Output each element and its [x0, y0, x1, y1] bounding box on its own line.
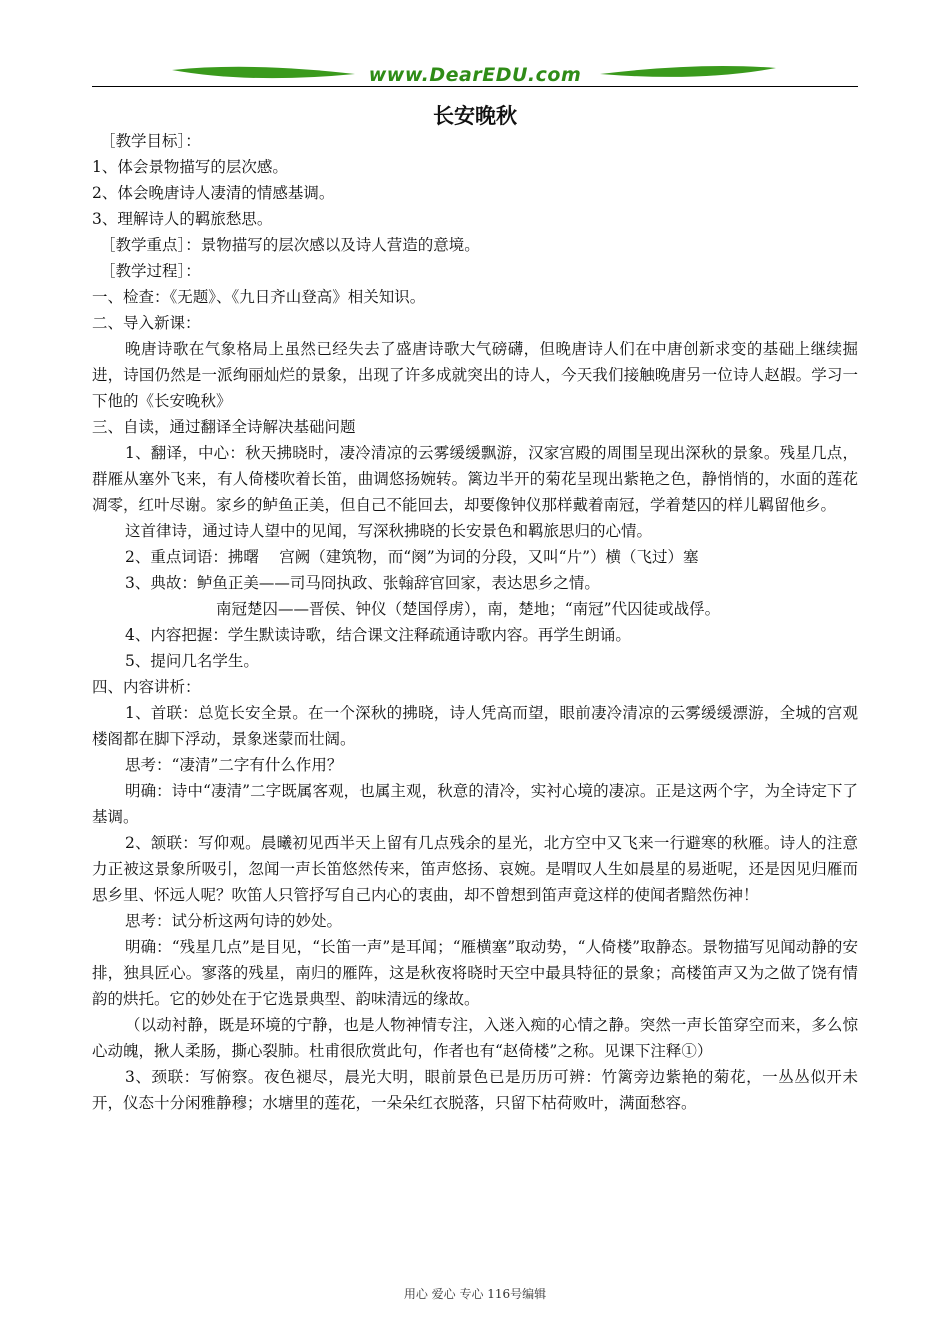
paragraph: 1、体会景物描写的层次感。: [92, 158, 288, 176]
document-body: [92, 128, 858, 1116]
paragraph: 3、理解诗人的羁旅愁思。: [92, 210, 273, 228]
paragraph: 2、重点词语：拂曙 宫阙（建筑物，而“阕”为词的分段，又叫“片”）横（飞过）塞: [125, 548, 699, 566]
paragraph: 晚唐诗歌在气象格局上虽然已经失去了盛唐诗歌大气磅礴，但晚唐诗人们在中唐创新求变的基础上继续掘进，诗国仍然是一派绚丽灿烂的景象，出现了许多成就突出的诗人，今天我们接触晚唐另一位诗人赵嘏。学习一下他的《长安晚秋》: [92, 340, 858, 410]
paragraph: 3、颈联：写俯察。夜色褪尽，晨光大明，眼前景色已是历历可辨：竹篱旁边紫艳的菊花，一丛丛似开未开，仪态十分闲雅静穆；水塘里的莲花，一朵朵红衣脱落，只留下枯荷败叶，满面愁容。: [92, 1068, 858, 1112]
paragraph: 1、首联：总览长安全景。在一个深秋的拂晓，诗人凭高而望，眼前凄冷清凉的云雾缓缓漂游，全城的宫观楼阁都在脚下浮动，景象迷蒙而壮阔。: [92, 704, 858, 748]
paragraph: 4、内容把握：学生默读诗歌，结合课文注释疏通诗歌内容。再学生朗诵。: [125, 626, 631, 644]
paragraph: ［教学目标］：: [100, 132, 201, 150]
paragraph: （以动衬静，既是环境的宁静，也是人物神情专注，入迷入痴的心情之静。突然一声长笛穿空而来，多么惊心动魄，揪人柔肠，撕心裂肺。杜甫很欣赏此句，作者也有“赵倚楼”之称。见课下注释①）: [92, 1016, 858, 1060]
paragraph: 思考：“凄清”二字有什么作用？: [125, 756, 343, 774]
paragraph: ［教学过程］：: [100, 262, 201, 280]
page-header: [0, 0, 950, 100]
paragraph: 二、导入新课：: [92, 314, 201, 332]
paragraph: 三、自读，通过翻译全诗解决基础问题: [92, 418, 356, 436]
paragraph: 明确：诗中“凄清”二字既属客观，也属主观，秋意的清冷，实衬心境的凄凉。正是这两个字，为全诗定下了基调。: [92, 782, 858, 826]
paragraph: ［教学重点］：景物描写的层次感以及诗人营造的意境。: [100, 236, 480, 254]
paragraph: 3、典故：鲈鱼正美——司马冏执政、张翰辞官回家，表达思乡之情。: [125, 574, 600, 592]
page-footer: 用心 爱心 专心 116号编辑: [403, 1287, 547, 1301]
paragraph: 四、内容讲析：: [92, 678, 201, 696]
paragraph: 2、颔联：写仰观。晨曦初见西半天上留有几点残余的星光，北方空中又飞来一行避寒的秋雁。诗人的注意力正被这景象所吸引，忽闻一声长笛悠然传来，笛声悠扬、哀婉。是喟叹人生如晨星的易逝呢，还是因见归雁而思乡里、怀远人呢？吹笛人只管抒写自己内心的衷曲，却不曾想到笛声竟这样的使闻者黯然伤神！: [92, 834, 858, 904]
paragraph: 一、检查：《无题》、《九日齐山登高》相关知识。: [92, 288, 426, 306]
paragraph: 2、体会晚唐诗人凄清的情感基调。: [92, 184, 335, 202]
paragraph: 1、翻译，中心：秋天拂晓时，凄冷清凉的云雾缓缓飘游，汉家宫殿的周围呈现出深秋的景象。残星几点，群雁从塞外飞来，有人倚楼吹着长笛，曲调悠扬婉转。篱边半开的菊花呈现出紫艳之色，静悄悄的，水面的莲花凋零，红叶尽谢。家乡的鲈鱼正美，但自己不能回去，却要像钟仪那样戴着南冠，学着楚囚的样儿羁留他乡。: [92, 444, 858, 514]
paragraph: 南冠楚囚——晋侯、钟仪（楚国俘虏），南，楚地；“南冠”代囚徒或战俘。: [216, 600, 721, 618]
paragraph: 明确：“残星几点”是目见，“长笛一声”是耳闻；“雁横塞”取动势，“人倚楼”取静态。景物描写见闻动静的安排，独具匠心。寥落的残星，南归的雁阵，这是秋夜将晓时天空中最具特征的景象；高楼笛声又为之做了饶有情韵的烘托。它的妙处在于它选景典型、韵味清远的缘故。: [92, 938, 858, 1008]
header-rule: [92, 86, 858, 87]
paragraph: 这首律诗，通过诗人望中的见闻，写深秋拂晓的长安景色和羁旅思归的心情。: [125, 522, 653, 540]
document-title: 长安晚秋: [433, 103, 517, 128]
site-logo-text: www.DearEDU.com: [368, 64, 582, 86]
paragraph: 思考：试分析这两句诗的妙处。: [125, 912, 343, 930]
paragraph: 5、提问几名学生。: [125, 652, 259, 670]
